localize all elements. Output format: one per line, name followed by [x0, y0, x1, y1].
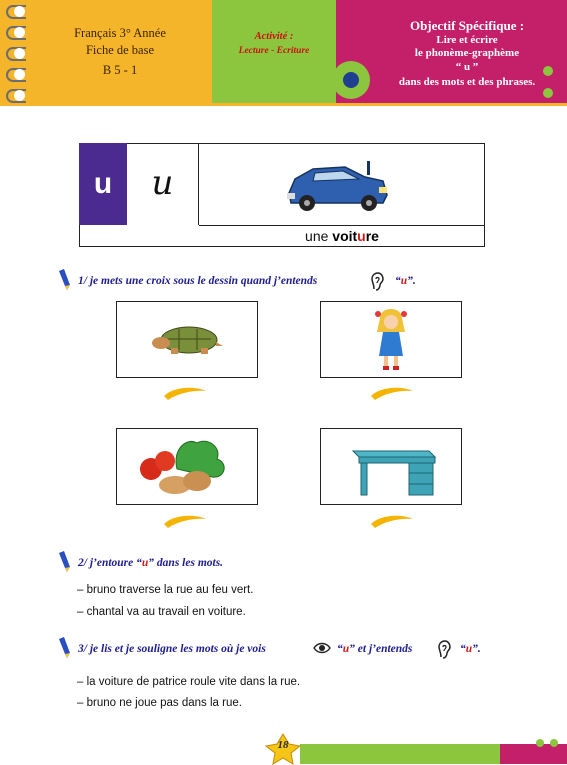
exercise3-seen-sound: “u” et j’entends [337, 643, 413, 655]
script-letter-cell [127, 143, 199, 225]
picture-desk [320, 428, 462, 505]
sheet-type: Fiche de base [85, 43, 155, 57]
desk-image [321, 429, 460, 503]
car-image [283, 157, 393, 217]
exercise3-heard-sound: “u”. [460, 643, 481, 655]
answer-brush-mark [369, 512, 415, 530]
objective-line: “ u ” [455, 61, 479, 73]
exercise2-sentence: – bruno traverse la rue au feu vert. [77, 584, 254, 596]
ear-icon [370, 272, 384, 291]
pencil-icon [56, 269, 72, 291]
pencil-icon [56, 551, 72, 573]
eye-icon [313, 642, 331, 654]
objective-line: Lire et écrire [436, 34, 498, 46]
objective-title: Objectif Spécifique : [409, 18, 525, 33]
doll-image [321, 302, 460, 376]
picture-doll [320, 301, 462, 378]
exercise1-sound: “u”. [395, 275, 416, 287]
activity-title: Activité : [254, 31, 294, 42]
answer-brush-mark [369, 384, 415, 402]
header-decoration [0, 0, 567, 110]
print-letter: u [93, 167, 113, 200]
ear-icon [437, 640, 451, 659]
exercise1-instruction: 1/ je mets une croix sous le dessin quand j’entends [78, 275, 318, 287]
picture-vegetables [116, 428, 258, 505]
exercise2-sentence: – chantal va au travail en voiture. [77, 606, 246, 618]
pencil-icon [56, 637, 72, 659]
sheet-code: B 5 - 1 [102, 63, 138, 77]
answer-brush-mark [162, 384, 208, 402]
objective-line: dans des mots et des phrases. [398, 76, 536, 88]
answer-brush-mark [162, 512, 208, 530]
vegetables-image [117, 429, 256, 503]
class-level: Français 3° Année [74, 26, 166, 40]
exercise3-sentence: – la voiture de patrice roule vite dans la rue. [77, 676, 301, 688]
page-number: 18 [277, 739, 289, 751]
exercise3-sentence: – bruno ne joue pas dans la rue. [77, 697, 242, 709]
picture-turtle [116, 301, 258, 378]
table-divider [199, 225, 485, 226]
exercise3-instruction: 3/ je lis et je souligne les mots où je vois [78, 643, 266, 655]
exercise2-instruction: 2/ j’entoure “u” dans les mots. [78, 557, 224, 569]
script-letter: u [151, 163, 174, 203]
word-caption: une voiture [305, 228, 379, 244]
objective-line: le phonème-graphème [414, 47, 520, 59]
print-letter-cell [79, 143, 127, 225]
turtle-image [117, 302, 256, 376]
activity-subtitle: Lecture - Ecriture [238, 46, 310, 56]
